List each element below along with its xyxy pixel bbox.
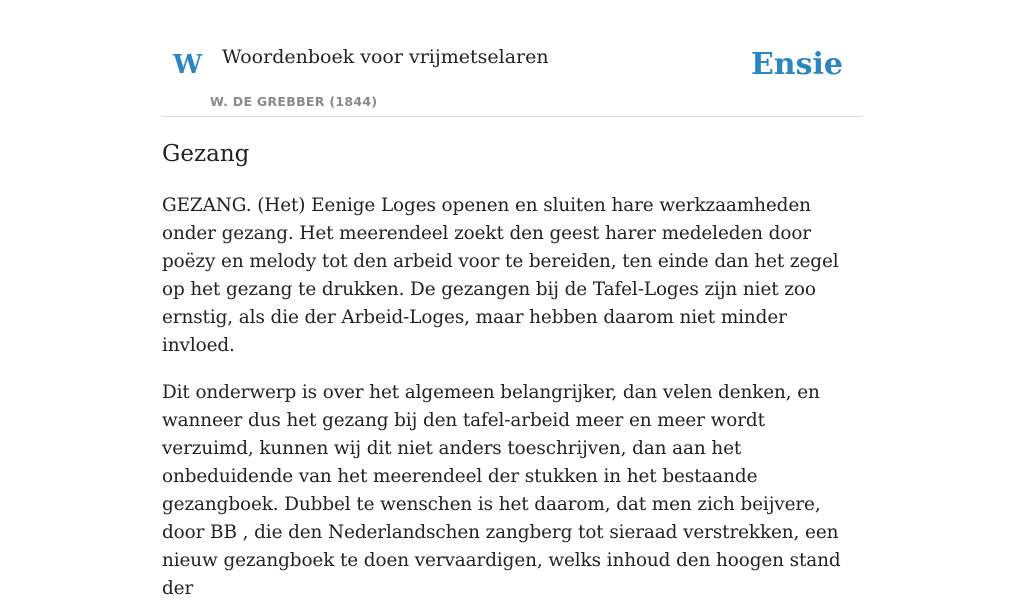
book-author: W. DE GREBBER (1844) <box>210 94 378 109</box>
article-paragraph-1: GEZANG. (Het) Eenige Loges openen en sluiten hare werkzaamheden onder gezang. Het meerendeel zoekt den geest harer medeleden door poëzy en melody tot den arbeid voor te bereiden, ten einde dan het zegel op het gezang te drukken. De gezangen bij de Tafel-Loges zijn niet zoo ernstig, als die der Arbeid-Loges, maar hebben daarom niet minder invloed. <box>162 195 839 356</box>
site-header <box>162 0 862 117</box>
ensie-logo-link[interactable]: Ensie <box>750 47 843 82</box>
book-logo-icon[interactable]: W <box>173 50 203 80</box>
article <box>162 138 862 603</box>
article-paragraph-2: Dit onderwerp is over het algemeen belangrijker, dan velen denken, en wanneer dus het gezang bij den tafel-arbeid meer en meer wordt verzuimd, kunnen wij dit niet anders toeschrijven, dan aan het onbeduidende van het meerendeel der stukken in het bestaande gezangboek. Dubbel te wenschen is het daarom, dat men zich beijvere, door BB , die den Nederlandschen zangberg tot sieraad verstrekken, een nieuw gezangboek te doen vervaardigen, welks inhoud den hoogen stand der <box>162 382 841 599</box>
book-title[interactable]: Woordenboek voor vrijmetselaren <box>222 46 549 68</box>
entry-title: Gezang <box>162 141 250 167</box>
